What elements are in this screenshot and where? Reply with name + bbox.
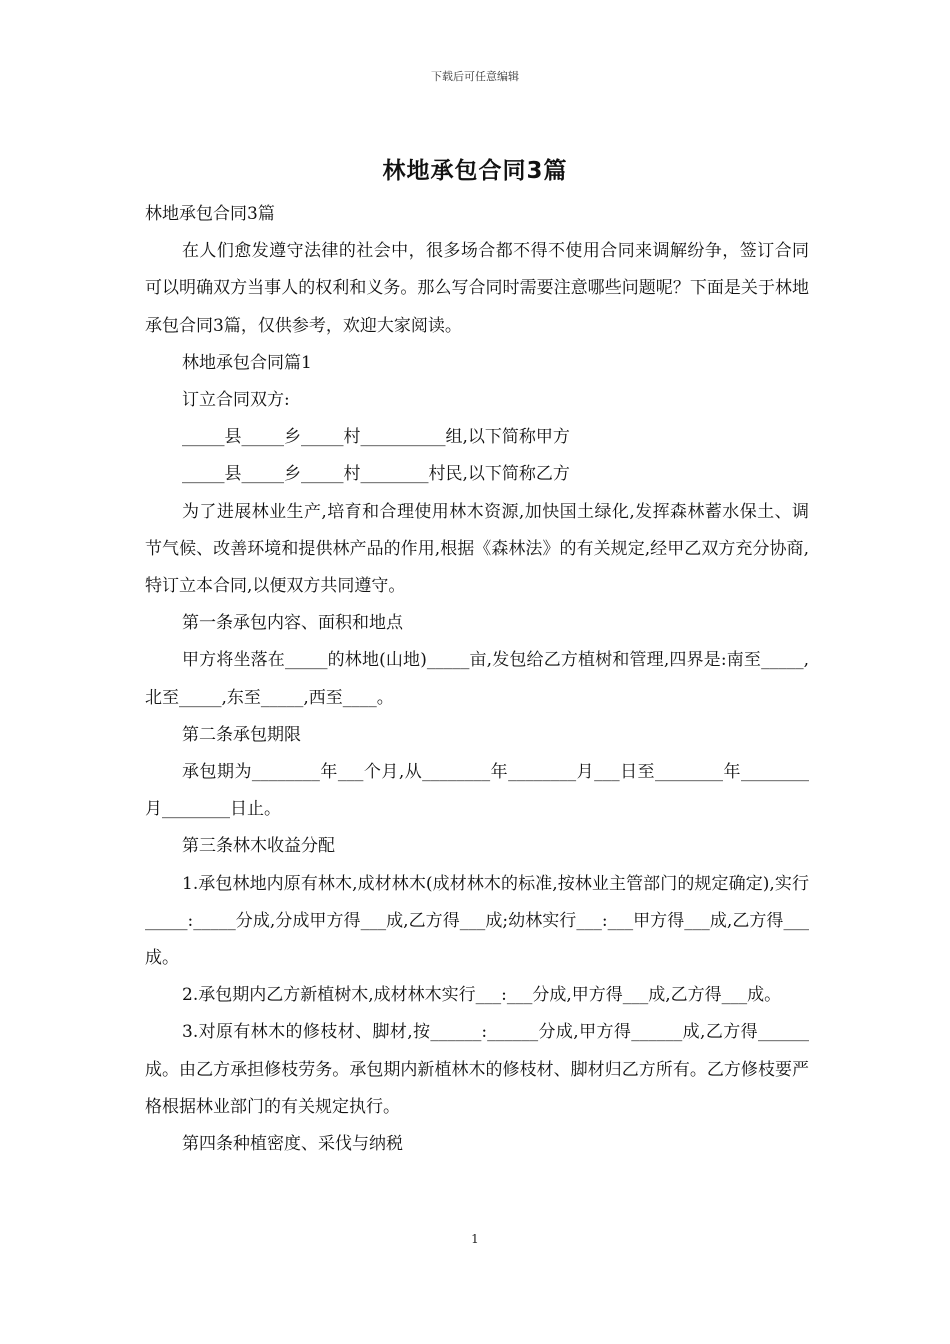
- article-1-heading: 第一条承包内容、面积和地点: [182, 613, 403, 634]
- article-1-body: 甲方将坐落在_____的林地(山地)_____亩,发包给乙方植树和管理,四界是:南至_____,北至_____,东至_____,西至____。: [145, 650, 809, 708]
- article-2-body: 承包期为________年___个月,从________年________月___日至________年________月________日止。: [145, 762, 809, 820]
- article-3-item-1: 1.承包林地内原有林木,成材林木(成材林木的标准,按林业主管部门的规定确定),实行_____:_____分成,分成甲方得___成,乙方得___成;幼林实行___:___甲方得___成,乙方得___成。: [145, 873, 809, 969]
- section-heading: 林地承包合同篇1: [182, 352, 312, 373]
- article-3-item-3: 3.对原有林木的修枝材、脚材,按______:______分成,甲方得______成,乙方得______成。由乙方承担修枝劳务。承包期内新植林木的修枝材、脚材归乙方所有。乙方修枝要严格根据林业部门的有关规定执行。: [145, 1022, 809, 1117]
- subtitle-paragraph: 林地承包合同3篇: [145, 204, 275, 224]
- party-a-line: _____县_____乡_____村__________组,以下简称甲方: [182, 427, 570, 448]
- party-b-line: _____县_____乡_____村________村民,以下简称乙方: [182, 464, 570, 485]
- article-3-item-2: 2.承包期内乙方新植树木,成材林木实行___:___分成,甲方得___成,乙方得___成。: [182, 985, 782, 1006]
- article-3-heading: 第三条林木收益分配: [182, 836, 335, 857]
- parties-heading: 订立合同双方:: [182, 390, 290, 411]
- document-body: [145, 196, 809, 1163]
- intro-paragraph: 在人们愈发遵守法律的社会中，很多场合都不得不使用合同来调解纷争，签订合同可以明确双方当事人的权利和义务。那么写合同时需要注意哪些问题呢？下面是关于林地承包合同3篇，仅供参考，欢迎大家阅读。: [145, 241, 809, 336]
- page-header: 下载后可任意编辑: [431, 70, 519, 83]
- article-4-heading: 第四条种植密度、采伐与纳税: [182, 1134, 403, 1155]
- document-title: 林地承包合同3篇: [382, 158, 568, 184]
- page-number: 1: [471, 1232, 479, 1246]
- article-2-heading: 第二条承包期限: [182, 724, 301, 745]
- purpose-paragraph: 为了进展林业生产,培育和合理使用林木资源,加快国土绿化,发挥森林蓄水保土、调节气候、改善环境和提供林产品的作用,根据《森林法》的有关规定,经甲乙双方充分协商,特订立本合同,以便双方共同遵守。: [145, 501, 809, 597]
